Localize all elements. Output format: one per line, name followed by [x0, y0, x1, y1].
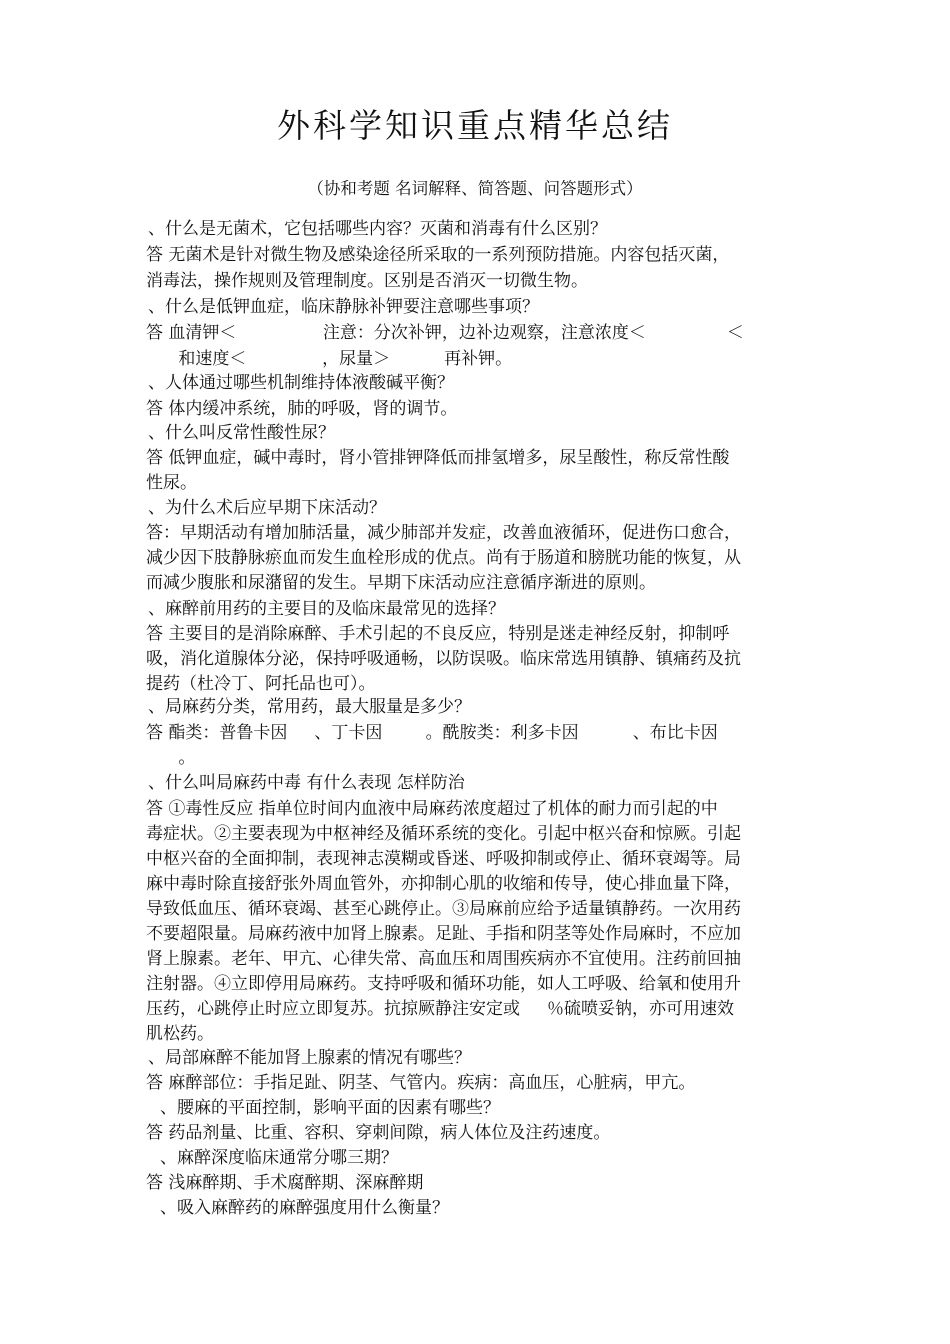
answer-line: 导致低血压、循环衰竭、甚至心跳停止。③局麻前应给予适量镇静药。一次用药: [146, 899, 741, 919]
answer-line: 答 ①毒性反应 指单位时间内血液中局麻药浓度超过了机体的耐力而引起的中: [146, 799, 718, 819]
document-title: 外科学知识重点精华总结: [277, 106, 673, 145]
question-line: 、腰麻的平面控制，影响平面的因素有哪些？: [160, 1098, 500, 1118]
answer-line: 中枢兴奋的全面抑制，表现神志漠糊或昏迷、呼吸抑制或停止、循环衰竭等。局: [146, 849, 741, 869]
answer-line: 答 浅麻醉期、手术腐醉期、深麻醉期: [146, 1173, 424, 1193]
question-line: 、局部麻醉不能加肾上腺素的情况有哪些？: [148, 1048, 471, 1068]
answer-line: 性尿。: [146, 473, 197, 493]
question-line: 、吸入麻醉药的麻醉强度用什么衡量？: [160, 1198, 449, 1218]
question-line: 、什么是低钾血症，临床静脉补钾要注意哪些事项？: [148, 297, 539, 317]
answer-line: 答 药品剂量、比重、容积、穿刺间隙，病人体位及注药速度。: [146, 1123, 611, 1143]
answer-line: 而减少腹胀和尿潴留的发生。早期下床活动应注意循序渐进的原则。: [146, 573, 656, 593]
answer-line: 答 血清钾＜ 注意：分次补钾，边补边观察，注意浓度＜ ＜: [146, 323, 744, 343]
answer-line: 答 无菌术是针对微生物及感染途径所采取的一系列预防措施。内容包括灭菌，: [146, 245, 730, 265]
answer-line: 和速度＜ ，尿量＞ 再补钾。: [146, 349, 513, 369]
question-line: 、什么叫反常性酸性尿？: [148, 423, 335, 443]
answer-line: 答 酯类：普鲁卡因 、丁卡因 。酰胺类：利多卡因 、布比卡因: [146, 723, 718, 743]
answer-line: 压药，心跳停止时应立即复苏。抗掠厥静注安定或 ％硫喷妥钠，亦可用速效: [146, 999, 735, 1019]
question-line: 、人体通过哪些机制维持体液酸碱平衡？: [148, 373, 454, 393]
answer-line: 肾上腺素。老年、甲亢、心律失常、高血压和周围疾病亦不宜使用。注药前回抽: [146, 949, 741, 969]
answer-line: 不要超限量。局麻药液中加肾上腺素。足趾、手指和阴茎等处作局麻时，不应加: [146, 924, 741, 944]
question-line: 、麻醉前用药的主要目的及临床最常见的选择？: [148, 599, 505, 619]
question-line: 、什么叫局麻药中毒 有什么表现 怎样防治: [148, 773, 465, 793]
question-line: 、什么是无菌术，它包括哪些内容？灭菌和消毒有什么区别？: [148, 219, 607, 239]
answer-line: 答 低钾血症，碱中毒时，肾小管排钾降低而排氢增多，尿呈酸性，称反常性酸: [146, 448, 730, 468]
answer-line: 消毒法，操作规则及管理制度。区别是否消灭一切微生物。: [146, 271, 588, 291]
answer-line: 吸，消化道腺体分泌，保持呼吸通畅，以防误吸。临床常选用镇静、镇痛药及抗: [146, 649, 741, 669]
answer-line: 答 体内缓冲系统，肺的呼吸，肾的调节。: [146, 399, 458, 419]
answer-line: 答 主要目的是消除麻醉、手术引起的不良反应，特别是迷走神经反射，抑制呼: [146, 624, 730, 644]
answer-line: 答 麻醉部位：手指足趾、阴茎、气管内。疾病：高血压，心脏病，甲亢。: [146, 1073, 696, 1093]
answer-line: 提药（杜冷丁、阿托品也可）。: [146, 674, 376, 694]
question-line: 、局麻药分类，常用药，最大服量是多少？: [148, 697, 471, 717]
answer-line: 肌松药。: [146, 1024, 214, 1044]
answer-line: 。: [146, 748, 196, 768]
document-subtitle: （协和考题 名词解释、简答题、问答题形式）: [307, 179, 643, 198]
answer-line: 麻中毒时除直接舒张外周血管外，亦抑制心肌的收缩和传导，使心排血量下降，: [146, 874, 741, 894]
answer-line: 注射器。④立即停用局麻药。支持呼吸和循环功能，如人工呼吸、给氧和使用升: [146, 974, 741, 994]
answer-line: 减少因下肢静脉瘀血而发生血栓形成的优点。尚有于肠道和膀胱功能的恢复，从: [146, 548, 741, 568]
answer-line: 答：早期活动有增加肺活量，减少肺部并发症，改善血液循环，促进伤口愈合，: [146, 523, 741, 543]
question-line: 、为什么术后应早期下床活动？: [148, 498, 386, 518]
question-line: 、麻醉深度临床通常分哪三期？: [160, 1148, 398, 1168]
answer-line: 毒症状。②主要表现为中枢神经及循环系统的变化。引起中枢兴奋和惊厥。引起: [146, 824, 741, 844]
